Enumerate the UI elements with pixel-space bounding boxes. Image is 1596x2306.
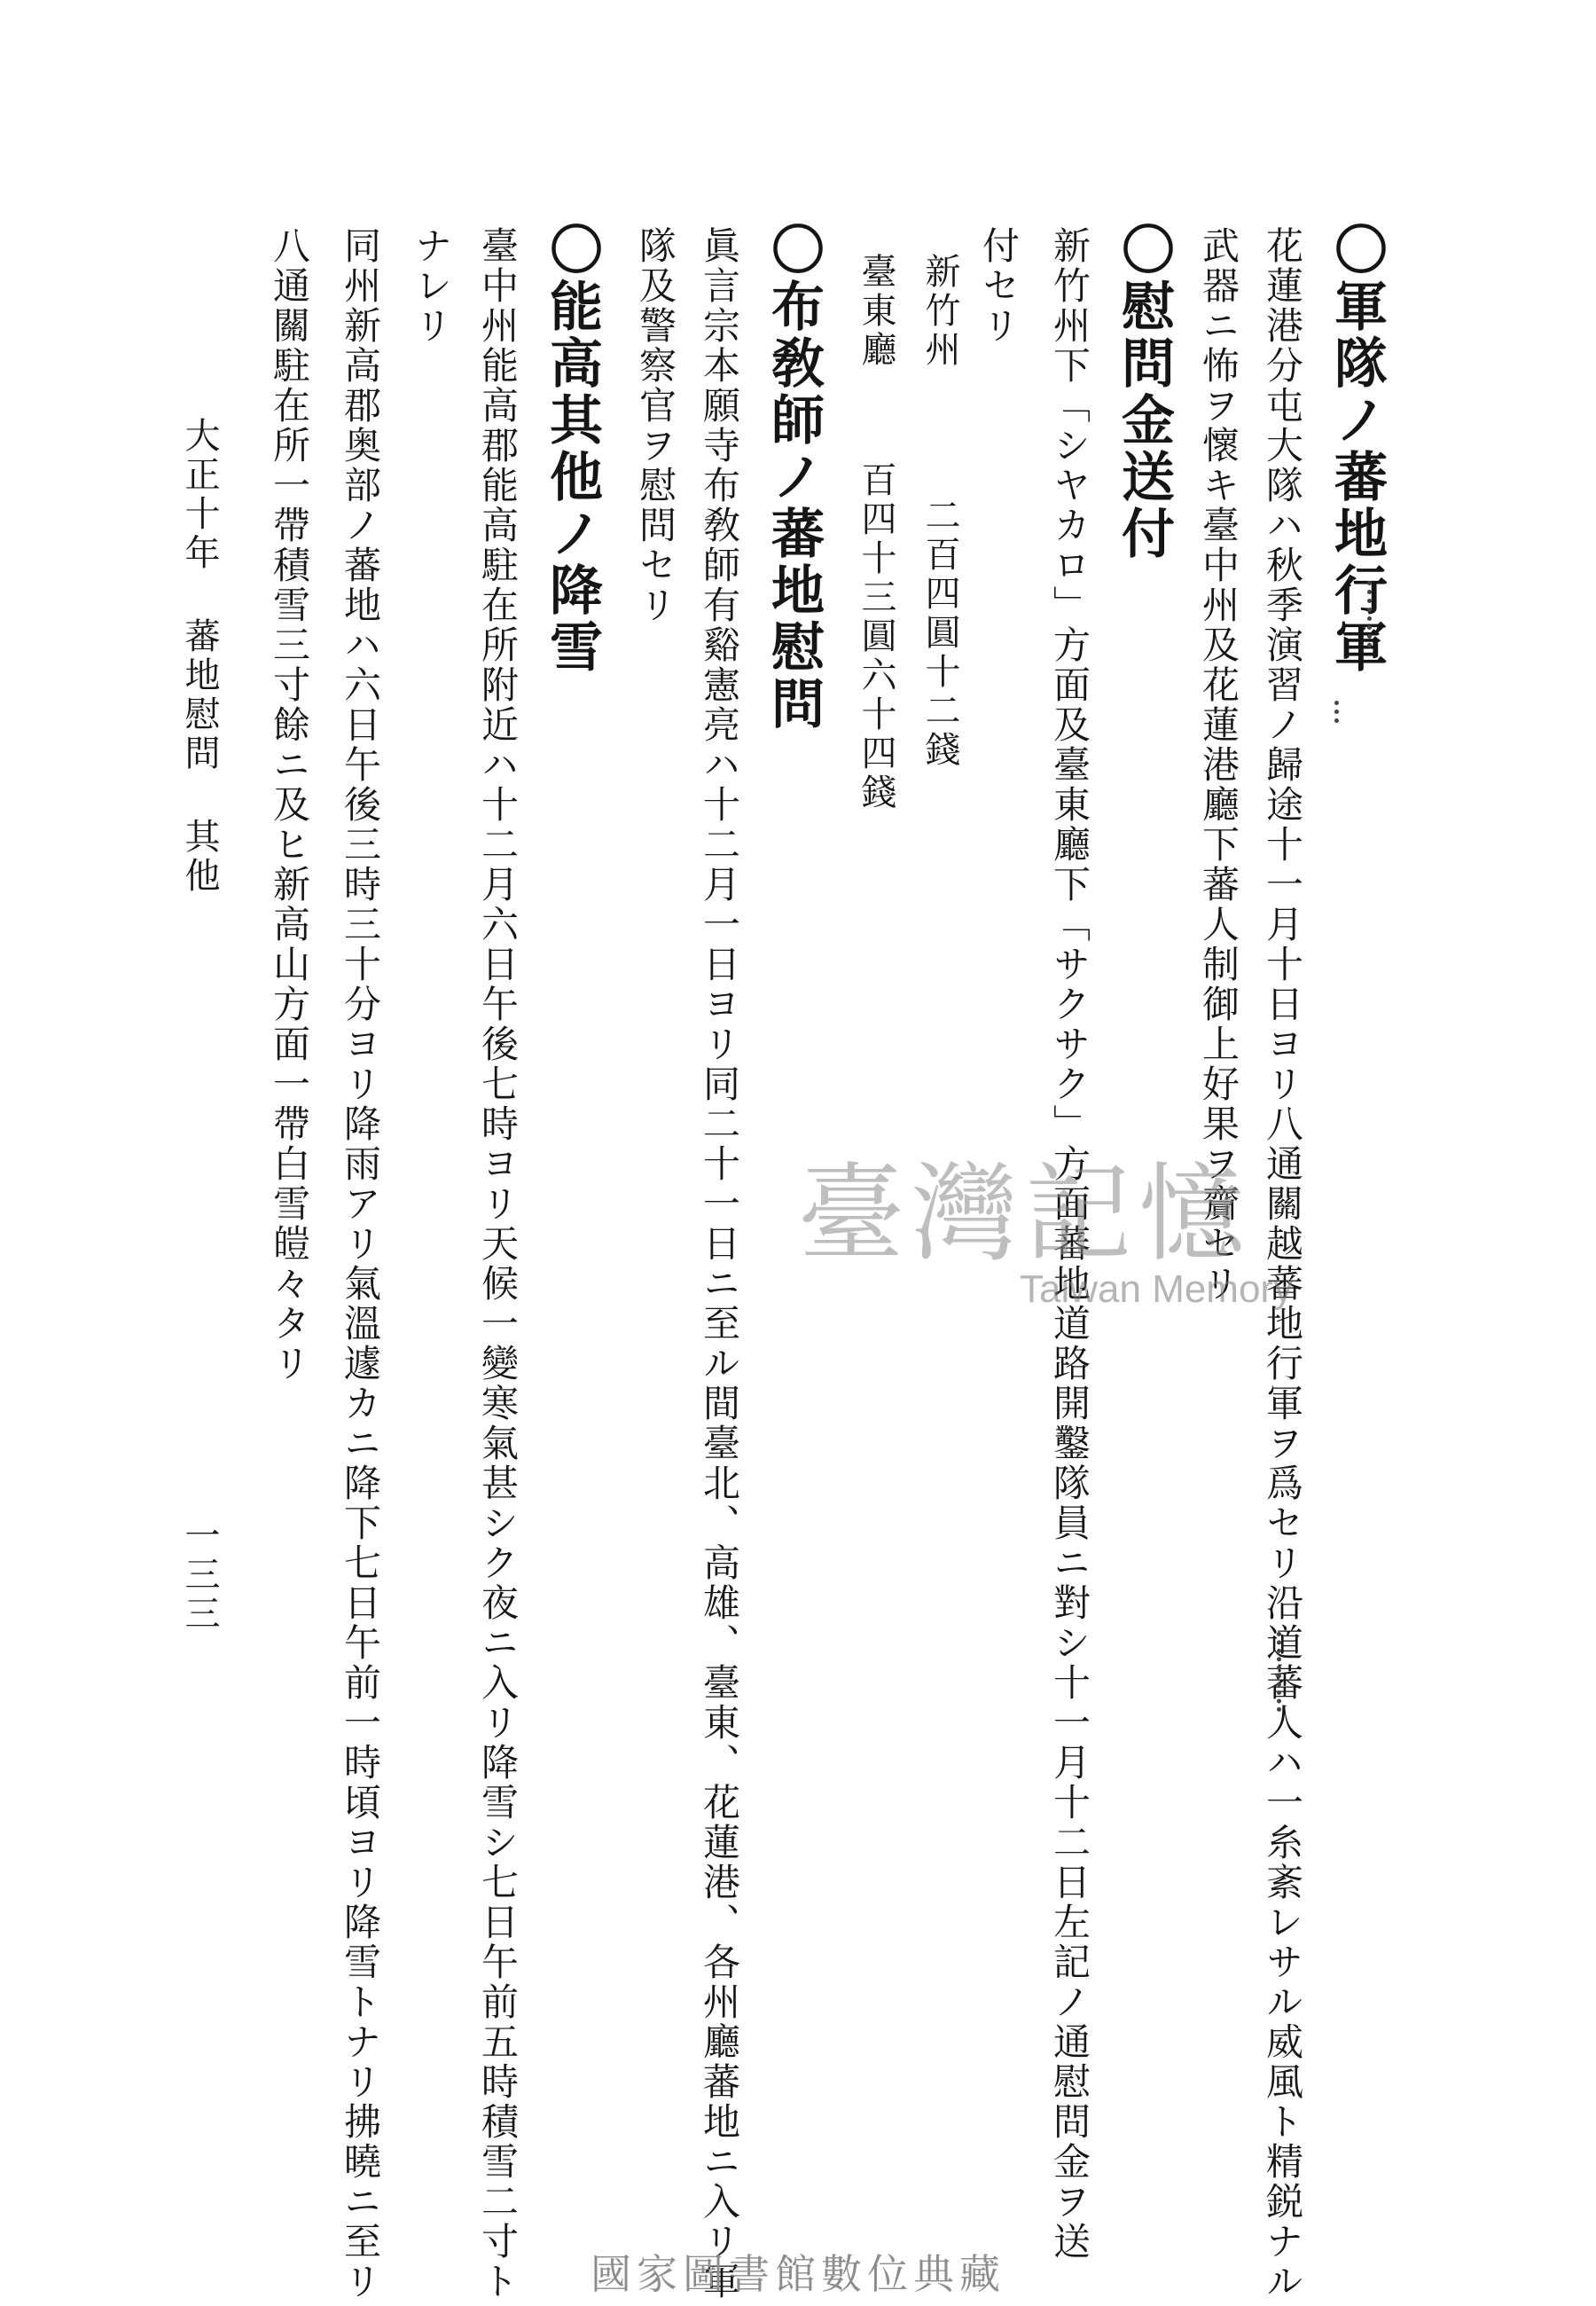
paragraph-line: 八通關駐在所一帶積雪三寸餘ニ及ヒ新高山方面一帶白雪皚々タリ <box>268 226 311 1384</box>
amount-place: 臺東廳 <box>856 253 896 370</box>
page-number: 一三三 <box>179 1517 220 1634</box>
section-heading-consolation-money: 〇慰問金送付 <box>1113 222 1175 562</box>
paragraph-line: 臺中州能高郡能高駐在所附近ハ十二月六日午後七時ヨリ天候一變寒氣甚シク夜ニ入リ降雪シ七日午前五時積雪二寸ト <box>476 226 520 2302</box>
watermark-chinese: 臺灣記憶 <box>798 1153 1252 1276</box>
section-heading-snowfall: 〇能高其他ノ降雪 <box>541 222 603 676</box>
paragraph-line: 新竹州下「シヤカロ」方面及臺東廳下「サクサク」方面蕃地道路開鑿隊員ニ對シ十一月十二日左記ノ通慰問金ヲ送 <box>1048 226 1091 2262</box>
paragraph-line: 眞言宗本願寺布敎師有谿憲亮ハ十二月一日ヨリ同二十一日ニ至ル間臺北、高雄、臺東、花蓮港、各州廳蕃地ニ入リ軍 <box>698 226 741 2302</box>
paragraph-line: ナレリ <box>410 226 453 346</box>
watermark-english: Taiwan Memory <box>1020 1267 1294 1311</box>
section-heading-military-march: 〇軍隊ノ蕃地行軍 <box>1326 222 1388 676</box>
dotted-rule-mark <box>1277 1632 1281 1712</box>
paragraph-line: 同州新高郡奥部ノ蕃地ハ六日午後三時三十分ヨリ降雨アリ氣溫遽カニ降下七日午前一時頃ヨリ降雪トナリ拂曉ニ至リ <box>339 226 382 2302</box>
paragraph-line: 武器ニ怖ヲ懷キ臺中州及花蓮港廳下蕃人制御上好果ヲ齎セリ <box>1197 226 1240 1304</box>
dotted-rule-mark <box>1334 701 1339 723</box>
amount-place: 新竹州 <box>919 253 960 370</box>
paragraph-line: 隊及警察官ヲ慰問セリ <box>634 226 677 625</box>
paragraph-line: 付セリ <box>977 226 1021 346</box>
taiwan-memory-watermark <box>798 1153 1295 1330</box>
dotted-rule-mark <box>1367 581 1372 647</box>
library-credit: 國家圖書館數位典藏 <box>591 2250 1005 2298</box>
amount-value: 百四十三圓六十四錢 <box>856 461 896 812</box>
amount-value: 二百四圓十二錢 <box>919 497 960 770</box>
section-heading-missionary-visit: 〇布敎師ノ蕃地慰問 <box>763 222 825 733</box>
running-header: 大正十年 蕃地慰問 其他 <box>179 417 220 896</box>
paragraph-line: 花蓮港分屯大隊ハ秋季演習ノ歸途十一月十日ヨリ八通關越蕃地行軍ヲ爲セリ沿道蕃人ハ一糸紊レサル威風ト精鋭ナル <box>1261 226 1304 2302</box>
